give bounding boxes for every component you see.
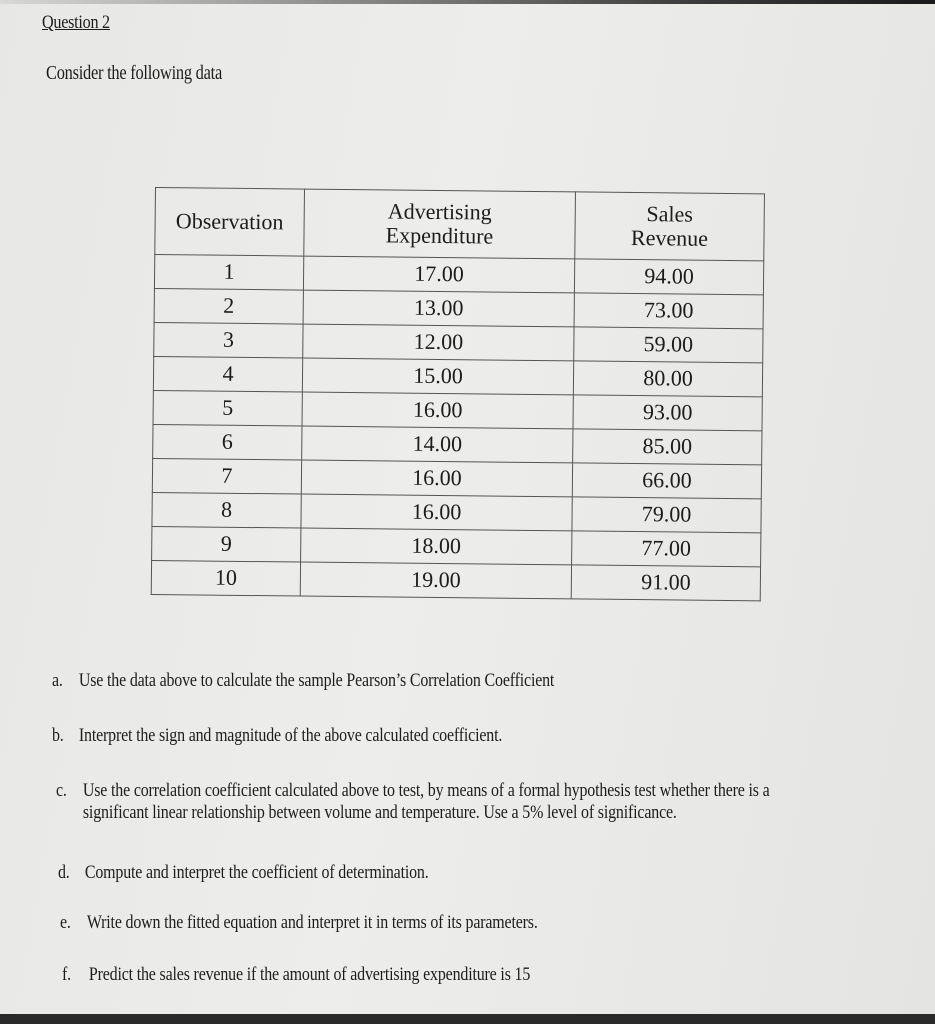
question-text: Use the correlation coefficient calculated above to test, by means of a formal hypothesis test whether there is a [82, 780, 770, 801]
cell-observation: 2 [154, 288, 303, 324]
cell-advertising: 12.00 [303, 324, 574, 361]
cell-sales: 77.00 [572, 531, 761, 567]
cell-observation: 10 [151, 560, 300, 596]
cell-sales: 80.00 [573, 361, 762, 397]
cell-observation: 4 [153, 356, 302, 392]
cell-sales: 94.00 [574, 259, 763, 295]
cell-advertising: 15.00 [302, 358, 573, 395]
question-item-d [58, 862, 429, 884]
question-text: Use the data above to calculate the sample Pearson’s Correlation Coefficient [78, 670, 555, 691]
header-observation: Observation [155, 188, 305, 257]
cell-sales: 73.00 [574, 293, 763, 329]
cell-observation: 1 [154, 255, 303, 291]
cell-observation: 8 [152, 492, 301, 528]
cell-advertising: 18.00 [301, 528, 572, 565]
table-header-row [155, 188, 765, 261]
table-row [151, 560, 760, 600]
cell-advertising: 17.00 [303, 256, 574, 293]
question-item-b [52, 725, 502, 747]
cell-advertising: 16.00 [301, 494, 572, 531]
data-table [151, 187, 765, 601]
cell-sales: 85.00 [573, 429, 762, 465]
question-text: Predict the sales revenue if the amount of advertising expenditure is 15 [88, 964, 531, 985]
question-item-e [60, 912, 538, 934]
cell-advertising: 19.00 [300, 562, 571, 599]
cell-observation: 3 [154, 322, 303, 358]
question-text: Write down the fitted equation and interpret it in terms of its parameters. [86, 912, 538, 933]
cell-sales: 93.00 [573, 395, 762, 431]
cell-sales: 59.00 [574, 327, 763, 363]
cell-advertising: 13.00 [303, 290, 574, 327]
question-text: Interpret the sign and magnitude of the above calculated coefficient. [78, 725, 503, 746]
cell-observation: 5 [153, 390, 302, 426]
question-item-f [62, 964, 530, 986]
cell-advertising: 16.00 [302, 392, 573, 429]
question-letter: c. [56, 780, 67, 801]
cell-observation: 7 [152, 458, 301, 494]
photo-bottom-edge [0, 1014, 935, 1024]
header-advertising-expenditure: Advertising Expenditure [304, 189, 576, 259]
question-item-a [52, 670, 554, 692]
cell-observation: 9 [152, 526, 301, 562]
cell-advertising: 14.00 [302, 426, 573, 463]
cell-sales: 79.00 [572, 497, 761, 533]
photo-top-edge [0, 0, 935, 4]
question-heading: Question 2 [42, 12, 110, 33]
question-text-continued: significant linear relationship between volume and temperature. Use a 5% level of significance. [82, 802, 677, 823]
question-letter: f. [62, 964, 71, 985]
cell-advertising: 16.00 [301, 460, 572, 497]
intro-text: Consider the following data [46, 62, 223, 84]
cell-sales: 66.00 [572, 463, 761, 499]
question-item-c [56, 780, 770, 824]
question-letter: e. [60, 912, 71, 933]
question-letter: d. [58, 862, 70, 883]
header-sales-revenue: Sales Revenue [575, 192, 765, 261]
question-letter: b. [52, 725, 64, 746]
cell-sales: 91.00 [571, 565, 760, 601]
question-letter: a. [52, 670, 63, 691]
question-text: Compute and interpret the coefficient of determination. [84, 862, 429, 883]
cell-observation: 6 [153, 424, 302, 460]
